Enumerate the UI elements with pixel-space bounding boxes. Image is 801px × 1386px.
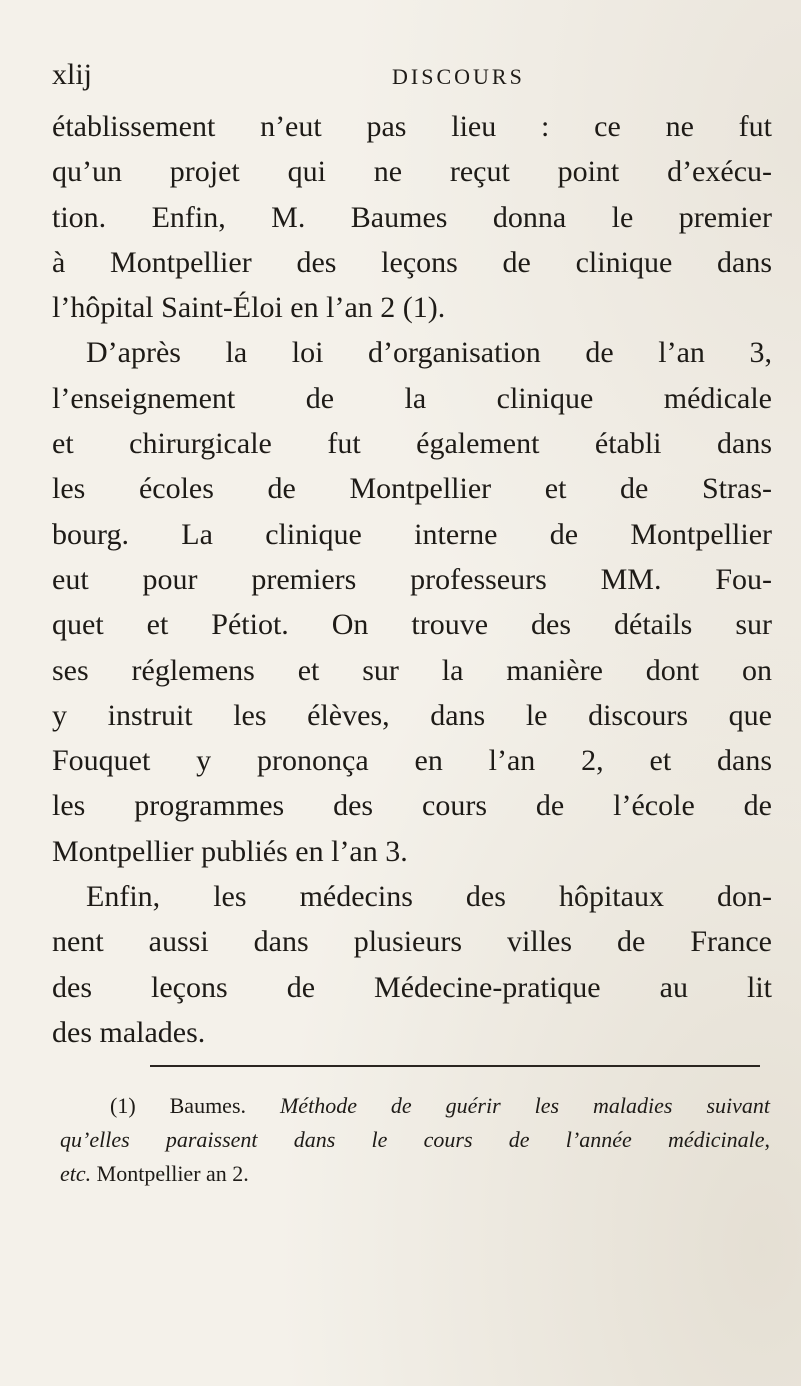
text-line: Enfin, les médecins des hôpitaux don- (86, 880, 772, 914)
text-line: les écoles de Montpellier et de Stras- (52, 472, 772, 506)
text-line: ses réglemens et sur la manière dont on (52, 653, 772, 687)
text-line: eut pour premiers professeurs MM. Fou- (52, 562, 772, 596)
footnote-line (60, 1123, 770, 1157)
text-line: les programmes des cours de l’école de (52, 789, 772, 823)
running-title: DISCOURS (392, 64, 525, 89)
footnote-title-part1: Méthode de guérir les maladies suivant (279, 1093, 770, 1118)
text-line: nent aussi dans plusieurs villes de France (52, 925, 772, 959)
text-line: établissement n’eut pas lieu : ce ne fut (52, 110, 772, 143)
footnote-line (110, 1089, 770, 1123)
footnote-author: Baumes. (169, 1093, 247, 1118)
text-line: des malades. (52, 1015, 206, 1049)
text-line: l’enseignement de la clinique médicale (52, 381, 772, 415)
text-line: bourg. La clinique interne de Montpellier (52, 517, 772, 551)
text-line: tion. Enfin, M. Baumes donna le premier (52, 200, 772, 234)
text-line: D’après la loi d’organisation de l’an 3, (86, 336, 772, 370)
text-line: Fouquet y prononça en l’an 2, et dans (52, 744, 772, 778)
text-line: à Montpellier des leçons de clinique dans (52, 245, 772, 279)
running-head (52, 58, 752, 98)
body-text (52, 104, 772, 1055)
text-line: quet et Pétiot. On trouve des détails sur (52, 608, 772, 642)
text-line: qu’un projet qui ne reçut point d’exécu- (52, 155, 772, 189)
text-line: et chirurgicale fut également établi dans (52, 427, 772, 461)
text-line: des leçons de Médecine-pratique au lit (52, 970, 772, 1004)
footnote-title-part2: qu’elles paraissent dans le cours de l’année médicinale (60, 1127, 765, 1152)
footnote-marker: (1) (110, 1093, 136, 1118)
page-number: xlij (52, 58, 93, 91)
text-line: Montpellier publiés en l’an 3. (52, 834, 408, 868)
footnote (60, 1089, 770, 1191)
footnote-separator: , (764, 1127, 770, 1152)
footnote-place-date: Montpellier an 2. (96, 1161, 249, 1186)
footnote-line (60, 1157, 770, 1191)
text-line: y instruit les élèves, dans le discours que (52, 698, 772, 732)
footnote-etc: etc. (60, 1161, 92, 1186)
footnote-divider (150, 1065, 760, 1067)
text-line: l’hôpital Saint-Éloi en l’an 2 (1). (52, 291, 446, 325)
